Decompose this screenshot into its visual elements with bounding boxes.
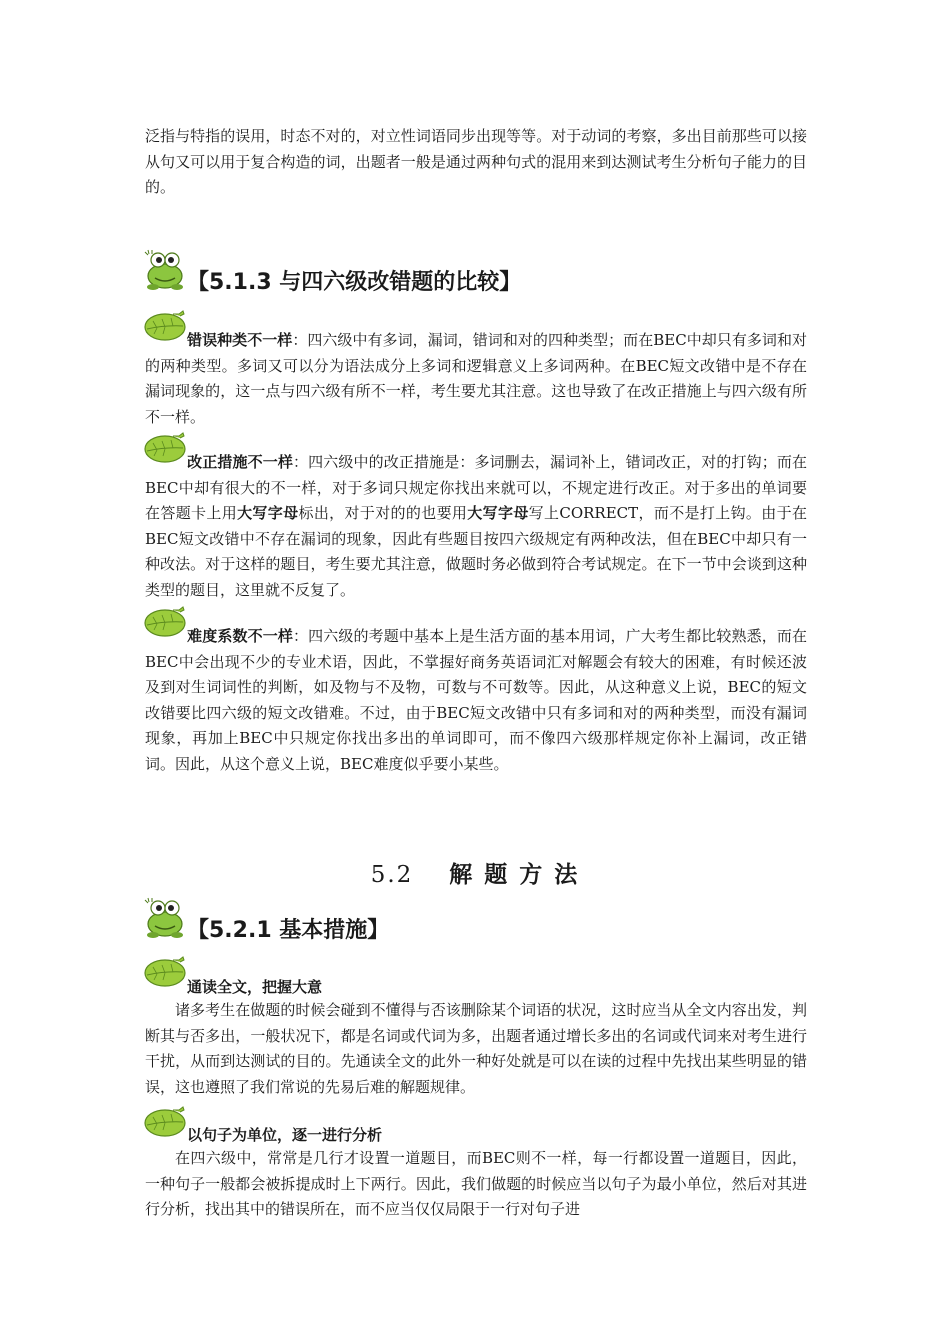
text-correction-b: 标出，对于对的的也要用 [298, 504, 468, 522]
bold-capital-letters-1: 大写字母 [237, 504, 299, 522]
paragraph-read-full-text: 诸多考生在做题的时候会碰到不懂得与否该删除某个词语的状况，这时应当从全文内容出发，判断其与否多出，一般状况下，都是名词或代词为多，出题者通过增长多出的名词或代词来对考生进行干扰，从而到达测试的目的。先通读全文的此外一种好处就是可以在读的过程中先找出某些明显的错误，这也遵照了我们常说的先易后难的解题规律。 [145, 1001, 807, 1096]
label-correction-methods: 改正措施不一样 [187, 453, 293, 471]
paragraph-error-types [145, 328, 807, 430]
leaf-icon [143, 954, 189, 988]
leaf-icon [143, 1104, 189, 1138]
text-error-types: ：四六级中有多词，漏词，错词和对的四种类型；而在BEC中却只有多词和对的两种类型。多词又可以分为语法成分上多词和逻辑意义上多词两种。在BEC短文改错中是不存在漏词现象的，这一点与四六级有所不一样，考生要尤其注意。这也导致了在改正措施上与四六级有所不一样。 [145, 331, 807, 426]
section-heading-5-2-1: 【5.2.1 基本措施】 [187, 918, 390, 943]
text-correction-c: 写上CORRECT，而不是打上钩。由于在BEC短文改错中不存在漏词的现象，因此有些题目按四六级规定有两种改法，但在BEC中却只有一种改法。对于这样的题目，考生要尤其注意，做题时务必做到符合考试规定。在下一节中会谈到这种类型的题目，这里就不反复了。 [145, 504, 807, 599]
subtitle-sentence-analysis: 以句子为单位，逐一进行分析 [187, 1126, 383, 1144]
paragraph-correction-methods [145, 450, 807, 603]
paragraph-sentence-analysis: 在四六级中，常常是几行才设置一道题目，而BEC则不一样，每一行都设置一道题目，因此，一种句子一般都会被拆提成时上下两行。因此，我们做题的时候应当以句子为最小单位，然后对其进行分析，找出其中的错误所在，而不应当仅仅局限于一行对句子进 [145, 1149, 807, 1218]
label-difficulty: 难度系数不一样 [187, 627, 293, 645]
text-correction-a: ：四六级中的改正措施是：多词删去，漏词补上，错词改正，对的打钩；而在BEC中却有很大的不一样，对于多词只规定你找出来就可以，不规定进行改正。对于多出的单词要在答题卡上用 [145, 453, 807, 522]
subtitle-read-full-text: 通读全文，把握大意 [187, 978, 323, 996]
chapter-number: 5.2 [370, 862, 414, 888]
frog-icon [143, 248, 187, 292]
frog-icon [143, 896, 187, 940]
chapter-title [0, 856, 950, 889]
paragraph-difficulty [145, 624, 807, 777]
bold-capital-letters-2: 大写字母 [467, 504, 529, 522]
intro-paragraph: 泛指与特指的误用，时态不对的，对立性词语同步出现等等。对于动词的考察，多出目前那些可以接从句又可以用于复合构造的词，出题者一般是通过两种句式的混用来到达测试考生分析句子能力的目的。 [145, 127, 807, 196]
chapter-name: 解 题 方 法 [449, 861, 580, 888]
text-difficulty: ：四六级的考题中基本上是生活方面的基本用词，广大考生都比较熟悉，而在BEC中会出现不少的专业术语，因此，不掌握好商务英语词汇对解题会有较大的困难，有时候还波及到对生词词性的判断，如及物与不及物，可数与不可数等。因此，从这种意义上说，BEC的短文改错要比四六级的短文改错难。不过，由于BEC短文改错中只有多词和对的两种类型，而没有漏词现象，再加上BEC中只规定你找出多出的单词即可，而不像四六级那样规定你补上漏词，改正错词。因此，从这个意义上说，BEC难度似乎要小某些。 [145, 627, 807, 773]
label-error-types: 错误种类不一样 [187, 331, 293, 349]
section-heading-5-1-3: 【5.1.3 与四六级改错题的比较】 [187, 270, 522, 295]
